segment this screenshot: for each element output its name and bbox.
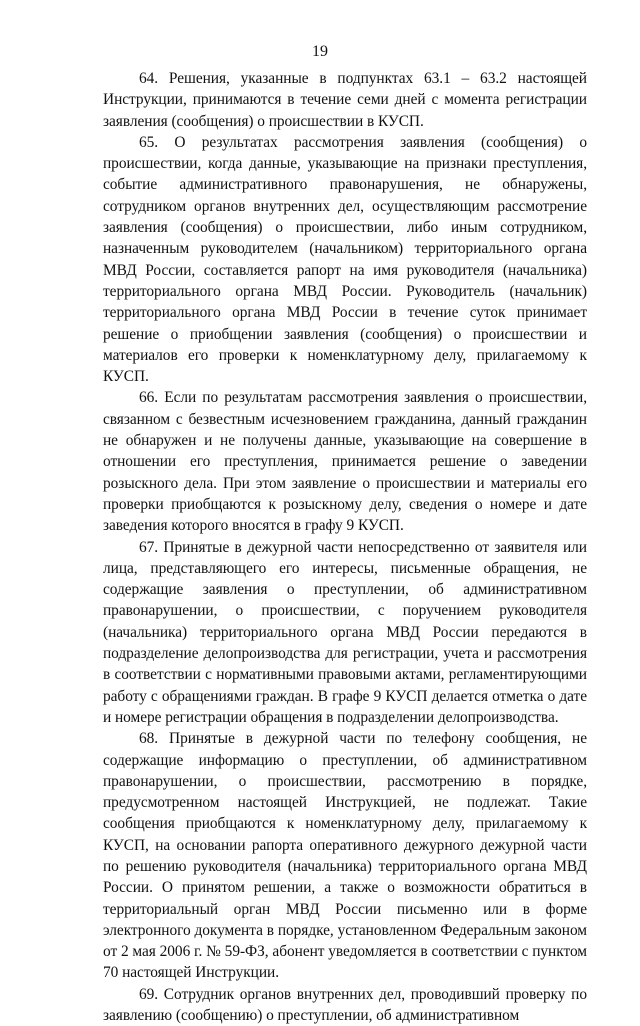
page-number: 19	[312, 43, 328, 60]
paragraph-69: 69. Сотрудник органов внутренних дел, проводивший проверку по заявлению (сообщению) о преступлении, об административном	[103, 985, 587, 1025]
paragraph-67: 67. Принятые в дежурной части непосредственно от заявителя или лица, представляющего его интересы, письменные обращения, не содержащие заявления о преступлении, об административном правонарушении, о происшествии, с поручением руководителя (начальника) территориального органа МВД России передаются в подразделение делопроизводства для регистрации, учета и рассмотрения в соответствии с нормативными правовыми актами, регламентирующими работу с обращениями граждан. В графе 9 КУСП делается отметка о дате и номере регистрации обращения в подразделении делопроизводства.	[103, 538, 587, 726]
paragraph-64: 64. Решения, указанные в подпунктах 63.1 – 63.2 настоящей Инструкции, принимаются в течение семи дней с момента регистрации заявления (сообщения) о происшествии в КУСП.	[103, 70, 587, 130]
document-body	[103, 68, 587, 1026]
paragraph-68: 68. Принятые в дежурной части по телефону сообщения, не содержащие информацию о преступлении, об административном правонарушении, о происшествии, рассмотрению в порядке, предусмотренном настоящей Инструкцией, не подлежат. Такие сообщения приобщаются к номенклатурному делу, прилагаемому к КУСП, на основании рапорта оперативного дежурного дежурной части по решению руководителя (начальника) территориального органа МВД России. О принятом решении, а также о возможности обратиться в территориальный орган МВД России письменно или в форме электронного документа в порядке, установленном Федеральным законом от 2 мая 2006 г. № 59-ФЗ, абонент уведомляется в соответствии с пунктом 70 настоящей Инструкции.	[103, 730, 587, 982]
paragraph-65: 65. О результатах рассмотрения заявления (сообщения) о происшествии, когда данные, указывающие на признаки преступления, событие административного правонарушения, не обнаружены, сотрудником органов внутренних дел, осуществляющим рассмотрение заявления (сообщения) о происшествии, либо иным сотрудником, назначенным руководителем (начальником) территориального органа МВД России, составляется рапорт на имя руководителя (начальника) территориального органа МВД России. Руководитель (начальник) территориального органа МВД России в течение суток принимает решение о приобщении заявления (сообщения) о происшествии и материалов его проверки к номенклатурному делу, прилагаемому к КУСП.	[103, 133, 587, 386]
paragraph-66: 66. Если по результатам рассмотрения заявления о происшествии, связанном с безвестным исчезновением гражданина, данный гражданин не обнаружен и не получены данные, указывающие на совершение в отношении его преступления, принимается решение о заведении розыскного дела. При этом заявление о происшествии и материалы его проверки приобщаются к розыскному делу, сведения о номере и дате заведения которого вносятся в графу 9 КУСП.	[103, 389, 587, 535]
